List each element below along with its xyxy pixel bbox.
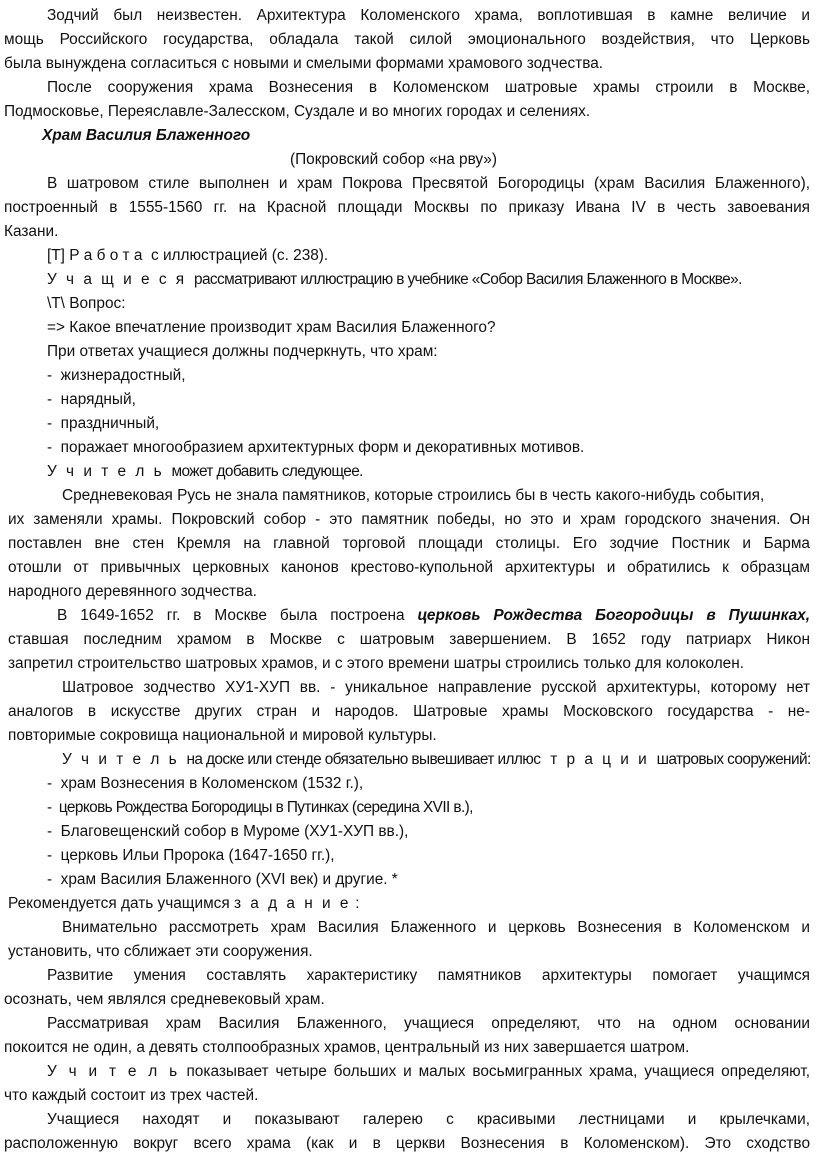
students-line bbox=[47, 268, 742, 292]
section-subheading: (Покровский собор «на рву») bbox=[290, 151, 497, 168]
assignment-spaced: з а д а н и е bbox=[233, 895, 351, 912]
assignment-line bbox=[8, 892, 359, 916]
paragraph-4-line-1: Средневековая Русь не знала памятников, которые строились бы в честь какого-нибудь события, bbox=[62, 487, 765, 504]
assignment-colon: : bbox=[350, 895, 360, 912]
answer-item: - праздничный, bbox=[47, 415, 160, 432]
teacher-illustrations-mid: на доске или стенде обязательно вывешивает иллю bbox=[179, 751, 534, 768]
paragraph-12-line-2: что каждый состоит из трех частей. bbox=[4, 1087, 259, 1104]
paragraph-6-line-3: повторимые сокровища национальной и мировой культуры. bbox=[8, 727, 437, 744]
task-work-rest: иллюстрацией (с. 238). bbox=[158, 247, 329, 264]
paragraph-6-line-2: аналогов в искусстве других стран и народов. Шатровые храмы Московского государства - не- bbox=[8, 703, 810, 720]
paragraph-4-line-3: поставлен вне стен Кремля на главной торговой площади столицы. Его зодчие Постник и Барма bbox=[8, 535, 810, 552]
paragraph-6-line-1: Шатровое зодчество ХУ1-ХУП вв. - уникальное направление русской архитектуры, которому нет bbox=[62, 679, 810, 696]
paragraph-1-line-1: Зодчий был неизвестен. Архитектура Коломенского храма, воплотившая в камне величие и bbox=[47, 7, 810, 24]
task-work-spaced: Р а б о т а с bbox=[69, 247, 159, 264]
teacher-adds-line bbox=[47, 460, 363, 484]
church-name-emphasis: церковь Рождества Богородицы в Пушинках, bbox=[417, 607, 810, 624]
answer-item: - нарядный, bbox=[47, 391, 136, 408]
paragraph-5-line-2: ставшая последним храмом в Москве с шатровым завершением. В 1652 году патриарх Никон bbox=[8, 631, 810, 648]
paragraph-5-line-1 bbox=[57, 604, 810, 628]
students-rest: рассматривают иллюстрацию в учебнике «Собор Василия Блаженного в Москве». bbox=[186, 271, 742, 288]
paragraph-5-intro: В 1649-1652 гг. в Москве была построена bbox=[57, 607, 418, 624]
teacher-illustrations-line bbox=[62, 748, 811, 772]
paragraph-3-line-1: В шатровом стиле выполнен и храм Покрова Пресвятой Богородицы (храм Василия Блаженного), bbox=[47, 175, 810, 192]
paragraph-1-line-3: была вынуждена согласиться с новыми и смелыми формами храмового зодчества. bbox=[4, 55, 604, 72]
teacher-spaced: У ч и т е л ь bbox=[47, 1063, 180, 1080]
question-label: \Т\ Вопрос: bbox=[47, 295, 126, 312]
paragraph-12-rest: показывает четыре больших и малых восьмигранных храма, учащиеся определяют, bbox=[179, 1063, 811, 1080]
task-marker: [Т] bbox=[47, 247, 70, 264]
paragraph-1-line-2: мощь Российского государства, обладала такой силой эмоционального воздействия, что Церковь bbox=[4, 31, 810, 48]
paragraph-13-line-2: расположенную вокруг всего храма (как и в церкви Вознесения в Коломенском). Это сходство bbox=[4, 1135, 810, 1152]
structure-item: - храм Василия Блаженного (XVI век) и другие. * bbox=[47, 871, 398, 888]
assignment-intro: Рекомендуется дать учащимся bbox=[8, 895, 234, 912]
question-text: => Какое впечатление производит храм Василия Блаженного? bbox=[47, 319, 496, 336]
section-heading: Храм Василия Блаженного bbox=[42, 127, 251, 144]
teacher-illustrations-rest: шатровых сооружений: bbox=[649, 751, 811, 768]
teacher-spaced: У ч и т е л ь bbox=[47, 463, 165, 480]
students-spaced: У ч а щ и е с я bbox=[47, 271, 187, 288]
paragraph-3-line-2: построенный в 1555-1560 гг. на Красной площади Москвы по приказу Ивана IV в честь завоевания bbox=[4, 199, 810, 216]
paragraph-9-line-2: установить, что сближает эти сооружения. bbox=[8, 943, 313, 960]
paragraph-12-line-1 bbox=[47, 1060, 810, 1084]
answer-item: - жизнерадостный, bbox=[47, 367, 186, 384]
teacher-spaced: У ч и т е л ь bbox=[62, 751, 180, 768]
answer-intro: При ответах учащиеся должны подчеркнуть, что храм: bbox=[47, 343, 438, 360]
answer-item: - поражает многообразием архитектурных форм и декоративных мотивов. bbox=[47, 439, 585, 456]
task-line bbox=[47, 244, 328, 268]
structure-item: - храм Вознесения в Коломенском (1532 г.), bbox=[47, 775, 364, 792]
paragraph-10-line-1: Развитие умения составлять характеристику памятников архитектуры помогает учащимся bbox=[47, 967, 810, 984]
paragraph-11-line-1: Рассматривая храм Василия Блаженного, учащиеся определяют, что на одном основании bbox=[47, 1015, 810, 1032]
structure-item: - Благовещенский собор в Муроме (ХУ1-ХУП вв.), bbox=[47, 823, 409, 840]
structure-item: - церковь Ильи Пророка (1647-1650 гг.), bbox=[47, 847, 335, 864]
structure-item: - церковь Рождества Богородицы в Путинках (середина XVII в.), bbox=[47, 799, 473, 816]
paragraph-4-line-5: народного деревянного зодчества. bbox=[8, 583, 257, 600]
paragraph-3-line-3: Казани. bbox=[4, 223, 59, 240]
paragraph-5-line-3: запретил строительство шатровых храмов, и с этого времени шатры строились только для колоколен. bbox=[8, 655, 745, 672]
paragraph-11-line-2: покоится не один, а девять столпообразных храмов, центральный из них завершается шатром. bbox=[4, 1039, 690, 1056]
paragraph-9-line-1: Внимательно рассмотреть храм Василия Блаженного и церковь Вознесения в Коломенском и bbox=[62, 919, 810, 936]
paragraph-4-line-2: их заменяли храмы. Покровский собор - это памятник победы, но это и храм городского значения. Он bbox=[8, 511, 810, 528]
paragraph-4-line-4: отошли от привычных церковных канонов крестово-купольной архитектуры и обратились к образцам bbox=[8, 559, 810, 576]
paragraph-2-line-2: Подмосковье, Переяславле-Залесском, Суздале и во многих городах и селениях. bbox=[4, 103, 591, 120]
paragraph-13-line-1: Учащиеся находят и показывают галерею с красивыми лестницами и крылечками, bbox=[47, 1111, 810, 1128]
illustrations-spaced: с т р а ц и и bbox=[533, 751, 650, 768]
teacher-adds-rest: может добавить следующее. bbox=[164, 463, 363, 480]
paragraph-2-line-1: После сооружения храма Вознесения в Коломенском шатровые храмы строили в Москве, bbox=[47, 79, 810, 96]
paragraph-10-line-2: осознать, чем являлся средневековый храм. bbox=[4, 991, 325, 1008]
